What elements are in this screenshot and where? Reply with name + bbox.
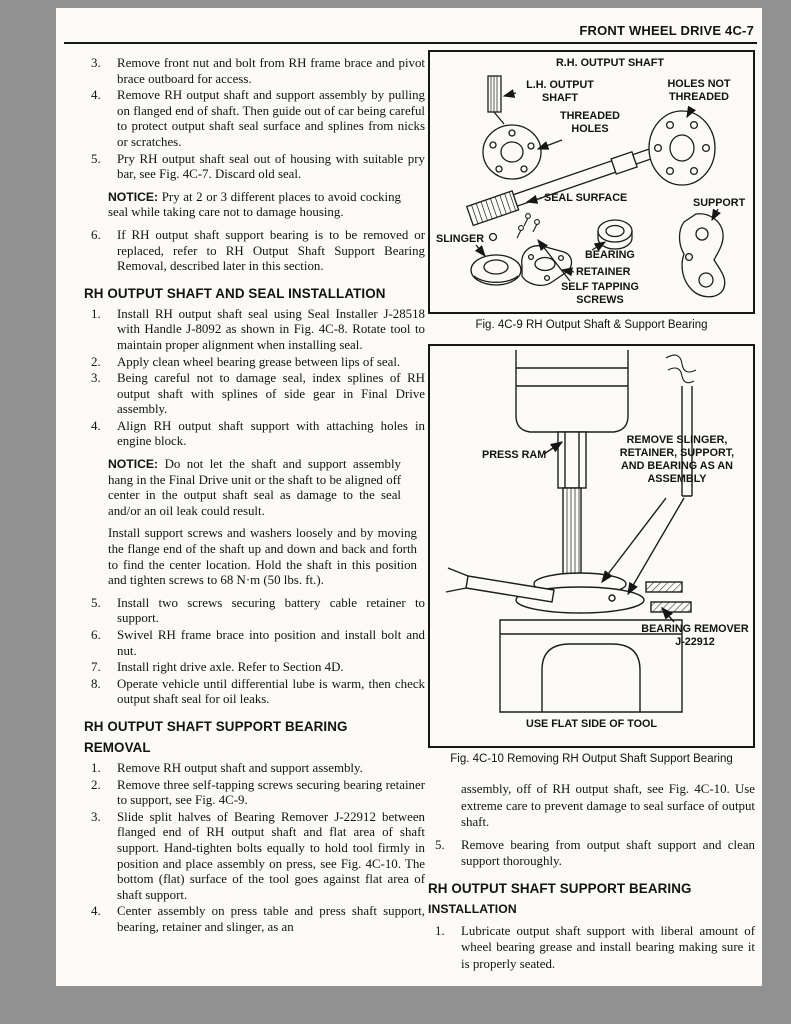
notice xyxy=(108,190,401,221)
notice xyxy=(108,457,401,519)
item-number: 2. xyxy=(91,354,101,369)
figure-4c10 xyxy=(428,344,755,748)
instruction-item xyxy=(84,228,425,275)
item-number: 7. xyxy=(91,660,101,675)
item-number: 6. xyxy=(91,227,101,242)
instruction-item xyxy=(84,761,425,777)
instruction-item xyxy=(84,628,425,659)
instruction-item xyxy=(84,904,425,935)
fig1-caption: Fig. 4C-9 RH Output Shaft & Support Bearing xyxy=(475,319,708,331)
fig1-label-bearing: BEARING xyxy=(585,249,635,261)
fig2-label-bearing-remover: BEARING REMOVER J-22912 xyxy=(641,623,749,648)
item-number: 1. xyxy=(91,760,101,775)
section-heading: RH OUTPUT SHAFT SUPPORT BEARING xyxy=(428,880,692,896)
manual-page xyxy=(56,8,762,986)
figure-4c9 xyxy=(428,50,755,314)
item-number: 5. xyxy=(91,595,101,610)
item-number: 8. xyxy=(91,676,101,691)
fig1-label-support: SUPPORT xyxy=(693,197,746,209)
instruction-item xyxy=(84,810,425,904)
item-number: 1. xyxy=(435,923,445,938)
item-number: 6. xyxy=(91,628,101,642)
item-text: Operate vehicle until differential lube is warm, then check output shaft seal for oil leaks. xyxy=(117,676,425,707)
item-number: 2. xyxy=(91,777,101,792)
item-number: 3. xyxy=(91,56,101,70)
instruction-item xyxy=(84,152,425,183)
section-heading-line2: REMOVAL xyxy=(84,739,151,755)
item-text: Remove RH output shaft and support assembly. xyxy=(117,760,363,775)
fig1-label-seal-surface: SEAL SURFACE xyxy=(544,192,628,204)
fig2-label-remove-assembly: REMOVE SLINGER, RETAINER, SUPPORT, AND BEARING AS AN ASSEMBLY xyxy=(619,434,735,485)
notice-text: Pry at 2 or 3 different places to avoid cocking seal while taking care not to damage housing. xyxy=(108,189,401,220)
continuation-text: assembly, off of RH output shaft, see Fig. 4C-10. Use extreme care to prevent damage to seal surface of output shaft. xyxy=(461,782,755,829)
instruction-item xyxy=(84,677,425,708)
fig1-label-slinger: SLINGER xyxy=(436,233,484,245)
instruction-item xyxy=(84,307,425,354)
notice-text: Do not let the shaft and support assembly hang in the Final Drive unit or the shaft to be aligned off center in the output shaft seal as damage to the seal and/or an oil leak could result. xyxy=(108,457,401,518)
instruction-item xyxy=(84,660,425,676)
fig1-label-retainer: RETAINER xyxy=(576,266,631,278)
instruction-item xyxy=(84,56,425,87)
body-paragraph: Install support screws and washers loosely and by moving the flange end of the shaft up and down and back and forth to find the center location. Hold the shaft in this position and tighten screws to 68 N·m (50 lbs. ft.). xyxy=(108,526,417,588)
header-rule xyxy=(64,42,757,44)
fig1-label-self-tapping-screws: SELF TAPPING SCREWS xyxy=(561,281,639,306)
item-text: Install RH output shaft seal using Seal Installer J-28518 with Handle J-8092 as shown in Fig. 4C-8. Rotate tool to maintain proper alignment when installing seal. xyxy=(117,306,425,352)
section-heading: RH OUTPUT SHAFT AND SEAL INSTALLATION xyxy=(84,285,386,301)
item-number: 4. xyxy=(91,418,101,433)
item-text: Lubricate output shaft support with liberal amount of wheel bearing grease and install bearing making sure it is properly seated. xyxy=(461,923,755,971)
item-text: Slide split halves of Bearing Remover J-22912 between flanged end of RH output shaft and flat area of shaft support. Hand-tighten bolts equally to hold tool firmly in position and place assembly on press, see Fig. 4C-10. The bottom (flat) surface of the tool goes against flat area of shaft support. xyxy=(117,809,425,902)
section-heading: RH OUTPUT SHAFT SUPPORT BEARING xyxy=(84,718,348,734)
item-text: Apply clean wheel bearing grease between lips of seal. xyxy=(117,354,401,369)
item-text: Being careful not to damage seal, index splines of RH output shaft with splines of side gear in Final Drive assembly. xyxy=(117,371,425,417)
item-number: 3. xyxy=(91,371,101,386)
fig2-label-use-flat-side: USE FLAT SIDE OF TOOL xyxy=(526,718,657,730)
item-text: Remove three self-tapping screws securing bearing retainer to support, see Fig. 4C-9. xyxy=(117,777,425,808)
item-text: Remove front nut and bolt from RH frame brace and pivot brace outboard for access. xyxy=(117,56,425,86)
item-text: Remove RH output shaft and support assembly by pulling on flanged end of shaft. Then guide out of car being careful to protect output shaft seal surface and splines from nicks or scratches. xyxy=(117,88,425,149)
fig1-label-lh-output-shaft: L.H. OUTPUT SHAFT xyxy=(526,79,594,104)
item-text: Install two screws securing battery cable retainer to support. xyxy=(117,595,425,626)
item-text: If RH output shaft support bearing is to be removed or replaced, refer to RH Output Shaft Support Bearing Removal, described later in this section. xyxy=(117,227,425,274)
instruction-item xyxy=(84,419,425,450)
page-header: FRONT WHEEL DRIVE 4C-7 xyxy=(579,23,754,38)
instruction-item xyxy=(84,778,425,809)
fig2-caption: Fig. 4C-10 Removing RH Output Shaft Support Bearing xyxy=(450,753,733,765)
item-text: Align RH output shaft support with attaching holes in engine block. xyxy=(117,418,425,449)
instruction-item xyxy=(84,596,425,627)
fig2-label-press-ram: PRESS RAM xyxy=(482,449,547,461)
instruction-item xyxy=(84,88,425,150)
item-text: Install right drive axle. Refer to Section 4D. xyxy=(117,660,344,675)
press-illustration xyxy=(430,346,753,746)
fig1-label-rh-output-shaft: R.H. OUTPUT SHAFT xyxy=(556,57,664,69)
right-column xyxy=(428,50,755,977)
right-text xyxy=(428,781,755,972)
fig1-label-threaded-holes: THREADED HOLES xyxy=(560,110,620,135)
instruction-item xyxy=(84,371,425,418)
item-text: Center assembly on press table and press shaft support, bearing, retainer and slinger, as an xyxy=(117,904,425,934)
section-heading-line2: INSTALLATION xyxy=(428,901,517,916)
notice-label: NOTICE: xyxy=(108,457,159,472)
item-number: 1. xyxy=(91,306,101,321)
fig1-label-holes-not-threaded: HOLES NOT THREADED xyxy=(667,78,731,103)
item-text: Remove bearing from output shaft support and clean support thoroughly. xyxy=(461,837,755,868)
left-column xyxy=(84,56,425,937)
item-text: Swivel RH frame brace into position and install bolt and nut. xyxy=(117,628,425,658)
notice-label: NOTICE: xyxy=(108,189,159,204)
item-number: 5. xyxy=(435,837,445,852)
item-text: Pry RH output shaft seal out of housing with suitable pry bar, see Fig. 4C-7. Discard old seal. xyxy=(117,151,425,182)
item-number: 4. xyxy=(91,904,101,919)
instruction-item xyxy=(84,355,425,371)
item-number: 5. xyxy=(91,151,101,166)
instruction-item xyxy=(428,923,755,973)
instruction-item xyxy=(428,837,755,870)
item-number: 4. xyxy=(91,88,101,103)
item-number: 3. xyxy=(91,809,101,824)
